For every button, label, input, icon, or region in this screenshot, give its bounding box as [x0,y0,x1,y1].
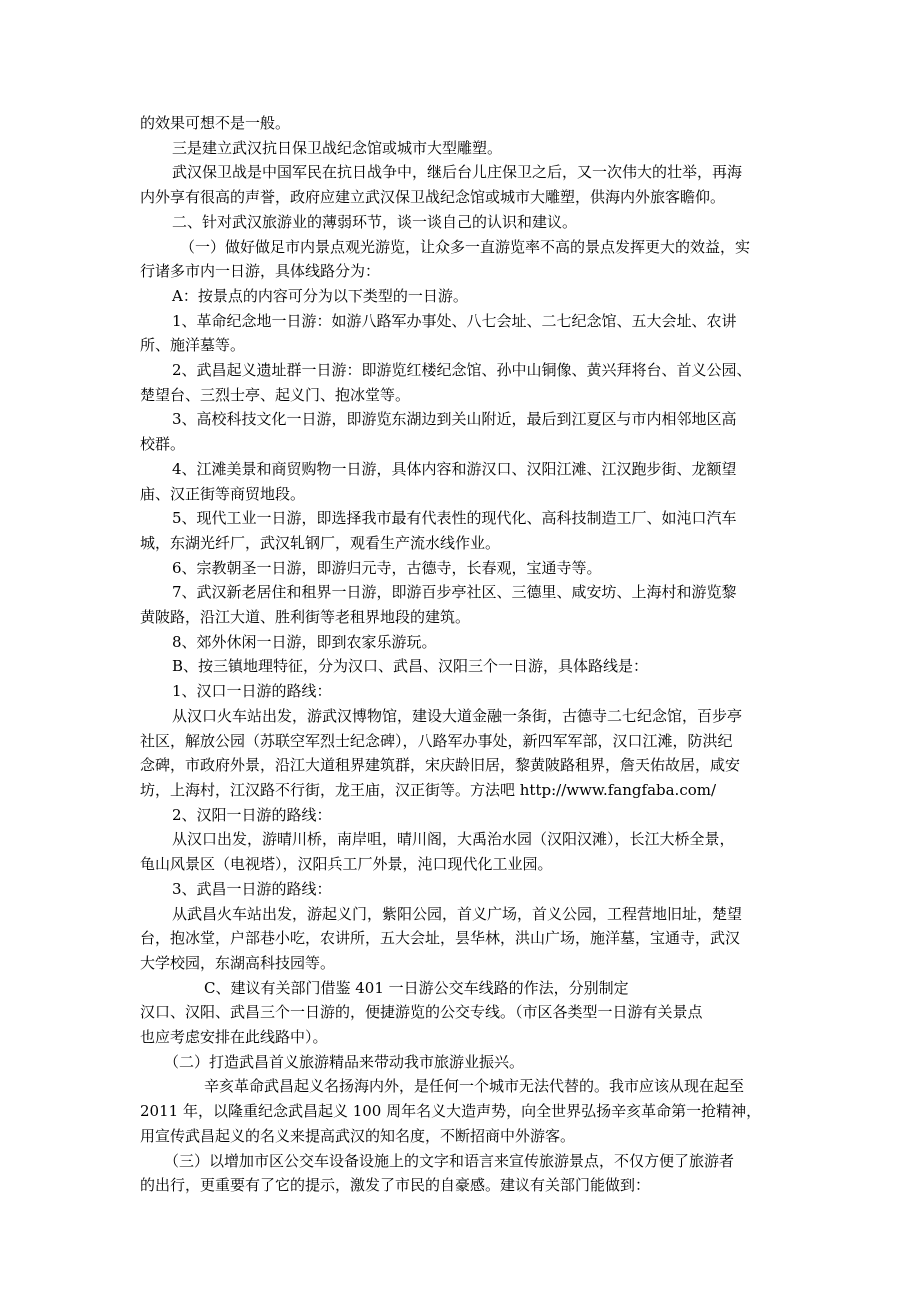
text-line: 辛亥革命武昌起义名扬海内外，是任何一个城市无法代替的。我市应该从现在起至 [204,1077,745,1096]
text-line: A：按景点的内容可分为以下类型的一日游。 [172,286,468,305]
list-item: 1、革命纪念地一日游：如游八路军办事处、八七会址、二七纪念馆、五大会址、农讲 [172,311,737,330]
text-line: 三是建立武汉抗日保卫战纪念馆或城市大型雕塑。 [172,138,503,157]
list-item: 2、武昌起义遗址群一日游：即游览红楼纪念馆、孙中山铜像、黄兴拜将台、首义公园、 [172,361,752,380]
text-line: 龟山风景区（电视塔），汉阳兵工厂外景，沌口现代化工业园。 [140,855,553,874]
document-body [140,111,780,1198]
text-line: 内外享有很高的声誉，政府应建立武汉保卫战纪念馆或城市大雕塑，供海内外旅客瞻仰。 [140,188,726,207]
subsection-heading: （一）做好做足市内景点观光游览，让众多一直游览率不高的景点发挥更大的效益，实 [180,237,751,256]
list-item: 4、江滩美景和商贸购物一日游，具体内容和游汉口、汉阳江滩、江汉跑步街、龙额望 [172,459,737,478]
text-line: 城，东湖光纤厂，武汉轧钢厂，观看生产流水线作业。 [140,533,501,552]
text-line: 大学校园，东湖高科技园等。 [140,953,336,972]
text-line: 行诸多市内一日游，具体线路分为： [140,262,381,281]
text-line: 从汉口出发，游晴川桥，南岸咀，晴川阁，大禹治水园（汉阳汉滩），长江大桥全景， [172,830,735,849]
subsection-heading: （三）以增加市区公交车设备设施上的文字和语言来宣传旅游景点，不仅方便了旅游者 [164,1151,735,1170]
section-heading: 二、针对武汉旅游业的薄弱环节，谈一谈自己的认识和建议。 [172,212,578,231]
text-line: 楚望台、三烈士亭、起义门、抱冰堂等。 [140,385,411,404]
text-line: 2011 年，以隆重纪念武昌起义 100 周年名义大造声势，向全世界弘扬辛亥革命第一抢精神， [140,1102,762,1121]
text-line: 台，抱冰堂，户部巷小吃，农讲所，五大会址，昙华林，洪山广场，施洋墓，宝通寺，武汉 [140,929,741,948]
text-line: 的出行，更重要有了它的提示，激发了市民的自豪感。建议有关部门能做到： [140,1176,651,1195]
text-line: 的效果可想不是一般。 [140,114,291,132]
text-line: B、按三镇地理特征，分为汉口、武昌、汉阳三个一日游，具体路线是： [172,657,649,676]
list-item: 8、郊外休闲一日游，即到农家乐游玩。 [172,632,437,651]
text-line: 校群。 [140,435,186,454]
list-item: 3、武昌一日游的路线： [172,879,332,898]
text-line: 念碑，市政府外景，沿江大道租界建筑群，宋庆龄旧居，黎黄陂路租界，詹天佑故居，咸安 [140,756,741,775]
text-line: 从武昌火车站出发，游起义门，紫阳公园，首义广场，首义公园，工程营地旧址，楚望 [172,904,743,923]
text-line: 社区，解放公园（苏联空军烈士纪念碑），八路军办事处，新四军军部，汉口江滩，防洪纪 [140,731,733,750]
text-line: 庙、汉正街等商贸地段。 [140,484,306,503]
text-line: 所、施洋墓等。 [140,336,246,355]
list-item: 5、现代工业一日游，即选择我市最有代表性的现代化、高科技制造工厂、如沌口汽车 [172,509,737,528]
text-line: C、建议有关部门借鉴 401 一日游公交车线路的作法，分别制定 [204,978,629,997]
subsection-heading: （二）打造武昌首义旅游精品来带动我市旅游业振兴。 [164,1052,525,1071]
text-line: 用宣传武昌起义的名义来提高武汉的知名度，不断招商中外游客。 [140,1126,576,1145]
list-item: 3、高校科技文化一日游，即游览东湖边到关山附近，最后到江夏区与市内相邻地区高 [172,410,737,429]
list-item: 7、武汉新老居住和租界一日游，即游百步亭社区、三德里、咸安坊、上海村和游览黎 [172,583,737,602]
text-line: 武汉保卫战是中国军民在抗日战争中，继后台儿庄保卫之后，又一次伟大的壮举，再海 [172,163,743,182]
text-line: 也应考虑安排在此线路中）。 [140,1028,328,1047]
list-item: 2、汉阳一日游的路线： [172,805,332,824]
text-line: 汉口、汉阳、武昌三个一日游的，便捷游览的公交专线。（市区各类型一日游有关景点 [140,1003,703,1022]
text-line: 从汉口火车站出发，游武汉博物馆，建设大道金融一条街，古德寺二七纪念馆，百步亭 [172,706,743,725]
text-line: 黄陂路，沿江大道、胜利街等老租界地段的建筑。 [140,608,471,627]
text-line: 坊，上海村，江汉路不行街，龙王庙，汉正街等。方法吧 http://www.fangfaba.com/ [140,780,717,799]
list-item: 6、宗教朝圣一日游，即游归元寺，古德寺，长春观，宝通寺等。 [172,558,602,577]
list-item: 1、汉口一日游的路线： [172,682,332,701]
